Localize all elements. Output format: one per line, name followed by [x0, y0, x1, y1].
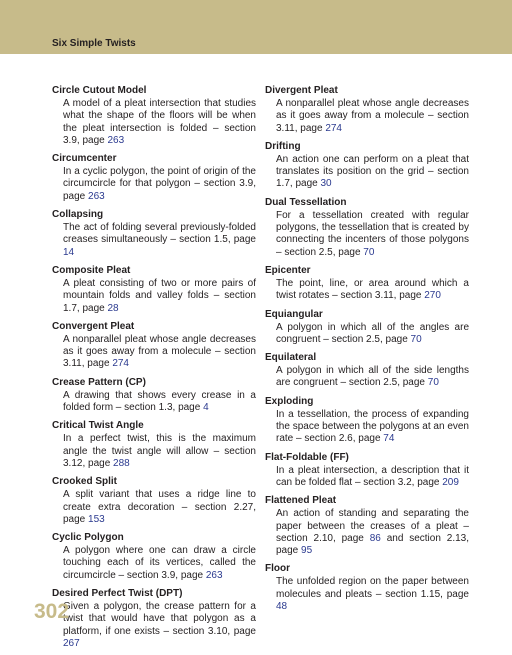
- page-reference-link[interactable]: 70: [427, 377, 439, 389]
- glossary-column-left: [52, 84, 256, 655]
- glossary-column-right: [265, 84, 469, 618]
- glossary-term: Convergent Pleat: [52, 320, 135, 332]
- page-reference-link[interactable]: 4: [203, 402, 209, 414]
- page-reference-link[interactable]: 288: [113, 457, 130, 469]
- glossary-entry: [265, 84, 469, 135]
- page-reference-link[interactable]: 95: [301, 545, 313, 557]
- glossary-entry: [52, 376, 256, 415]
- glossary-definition: [63, 166, 256, 203]
- page-reference-link[interactable]: 153: [88, 513, 105, 525]
- definition-text: A pleat consisting of two or more pairs of mountain folds and valley folds – section 1.7, page: [63, 277, 256, 314]
- definition-text: The point, line, or area around which a twist rotates – section 3.11, page: [276, 277, 469, 302]
- running-header: Six Simple Twists: [52, 38, 136, 49]
- page-reference-link[interactable]: 270: [424, 290, 441, 302]
- glossary-term: Divergent Pleat: [265, 85, 338, 96]
- page-reference-link[interactable]: 274: [325, 122, 342, 134]
- glossary-entry: [265, 451, 469, 490]
- page-reference-link[interactable]: 70: [363, 246, 375, 258]
- glossary-term: Cyclic Polygon: [52, 532, 124, 544]
- definition-text: A split variant that uses a ridge line to create extra decoration – section 2.27, page: [63, 489, 256, 525]
- glossary-definition: [63, 222, 256, 259]
- definition-text: A nonparallel pleat whose angle decreases as it goes away from a molecule – section 3.11, page: [276, 98, 469, 134]
- glossary-definition: [276, 409, 469, 446]
- glossary-term: Crease Pattern (CP): [52, 376, 146, 388]
- glossary-definition: [276, 576, 469, 613]
- definition-text: A polygon in which all of the angles are congruent – section 2.5, page: [276, 321, 469, 345]
- glossary-term: Crooked Split: [52, 476, 118, 488]
- glossary-entry: [265, 264, 469, 303]
- glossary-definition: [63, 334, 256, 371]
- page-reference-link[interactable]: 48: [276, 601, 288, 613]
- page-reference-link[interactable]: 28: [107, 302, 119, 314]
- glossary-entry: [265, 196, 469, 259]
- glossary-definition: [63, 489, 256, 526]
- definition-text: In a cyclic polygon, the point of origin of the circumcircle for that polygon – section 3.9, page: [63, 166, 256, 202]
- glossary-definition: [276, 508, 469, 557]
- glossary-term: Exploding: [265, 395, 314, 407]
- definition-text: A model of a pleat intersection that studies what the shape of the floors will be when the pleat intersection is folded – section 3.9, page: [63, 98, 256, 146]
- glossary-entry: [52, 531, 256, 582]
- definition-text: and section 2.13, page: [276, 532, 469, 557]
- glossary-entry: [52, 587, 256, 650]
- glossary-term: Dual Tessellation: [265, 196, 347, 208]
- page-reference-link[interactable]: 86: [369, 532, 381, 544]
- glossary-entry: [52, 320, 256, 371]
- glossary-entry: [265, 351, 469, 390]
- glossary-term: Collapsing: [52, 209, 104, 221]
- definition-text: In a pleat intersection, a description that it can be folded flat – section 3.2, page: [276, 464, 469, 488]
- glossary-entry: [52, 475, 256, 526]
- glossary-entry: [52, 152, 256, 203]
- page-reference-link[interactable]: 30: [320, 178, 332, 190]
- glossary-term: Flat-Foldable (FF): [265, 451, 349, 463]
- glossary-entry: [52, 208, 256, 259]
- glossary-entry: [265, 140, 469, 191]
- definition-text: An action of standing and separating the paper between the creases of a pleat – section 2.10, page: [276, 508, 469, 544]
- glossary-term: Equiangular: [265, 308, 323, 320]
- glossary-entry: [52, 84, 256, 147]
- glossary-term: Desired Perfect Twist (DPT): [52, 588, 183, 600]
- glossary-term: Flattened Pleat: [265, 495, 337, 507]
- glossary-definition: [63, 545, 256, 582]
- definition-text: In a perfect twist, this is the maximum angle the twist angle will allow – section 3.12, page: [63, 433, 256, 469]
- glossary-term: Critical Twist Angle: [52, 420, 144, 432]
- page-reference-link[interactable]: 263: [88, 190, 105, 202]
- glossary-definition: [276, 465, 469, 490]
- page-reference-link[interactable]: 274: [112, 358, 129, 370]
- page-reference-link[interactable]: 74: [383, 433, 395, 445]
- glossary-definition: [276, 365, 469, 390]
- glossary-entry: [52, 419, 256, 470]
- definition-text: The unfolded region on the paper between molecules and pleats – section 1.15, page: [276, 576, 469, 600]
- glossary-term: Circle Cutout Model: [52, 85, 147, 96]
- glossary-term: Epicenter: [265, 264, 311, 276]
- definition-text: An action one can perform on a pleat that translates its position on the grid – section 1.7, page: [276, 153, 469, 190]
- page-reference-link[interactable]: 267: [63, 637, 80, 649]
- glossary-term: Equilateral: [265, 352, 317, 364]
- glossary-definition: [276, 278, 469, 303]
- glossary-term: Composite Pleat: [52, 264, 131, 276]
- glossary-definition: [63, 390, 256, 415]
- glossary-definition: [63, 601, 256, 650]
- glossary-term: Floor: [265, 563, 290, 575]
- page-reference-link[interactable]: 263: [107, 134, 125, 146]
- definition-text: For a tessellation created with regular polygons, the tessellation that is created by connecting the incenters of those polygons – section 2.5, page: [276, 209, 469, 258]
- glossary-definition: [63, 278, 256, 315]
- definition-text: Given a polygon, the crease pattern for a twist that would have that polygon as a platform, if one exists – section 3.10, page: [63, 601, 256, 637]
- glossary-entry: [265, 395, 469, 446]
- glossary-definition: [276, 322, 469, 347]
- definition-text: A drawing that shows every crease in a folded form – section 1.3, page: [63, 389, 256, 414]
- glossary-entry: [265, 494, 469, 557]
- definition-text: The act of folding several previously-folded creases simultaneously – section 1.5, page: [63, 222, 256, 246]
- page-number: 302: [34, 600, 70, 623]
- page-reference-link[interactable]: 209: [442, 476, 459, 488]
- glossary-definition: [276, 210, 469, 259]
- definition-text: A polygon where one can draw a circle touching each of its vertices, called the circumcircle – section 3.9, page: [63, 545, 256, 581]
- glossary-entry: [52, 264, 256, 315]
- glossary-entry: [265, 562, 469, 613]
- definition-text: A polygon in which all of the side lengths are congruent – section 2.5, page: [276, 365, 469, 389]
- glossary-term: Drifting: [265, 140, 301, 152]
- page-reference-link[interactable]: 70: [410, 333, 422, 345]
- glossary-definition: [63, 433, 256, 470]
- glossary-definition: [63, 98, 256, 147]
- glossary-definition: [276, 154, 469, 191]
- glossary-term: Circumcenter: [52, 153, 117, 165]
- definition-text: A nonparallel pleat whose angle decreases as it goes away from a molecule – section 3.11, page: [63, 333, 256, 370]
- glossary-definition: [276, 98, 469, 135]
- page-reference-link[interactable]: 14: [63, 246, 75, 258]
- definition-text: In a tessellation, the process of expanding the space between the polygons at an even rate – section 2.6, page: [276, 408, 469, 445]
- page-reference-link[interactable]: 263: [205, 569, 223, 581]
- glossary-entry: [265, 308, 469, 347]
